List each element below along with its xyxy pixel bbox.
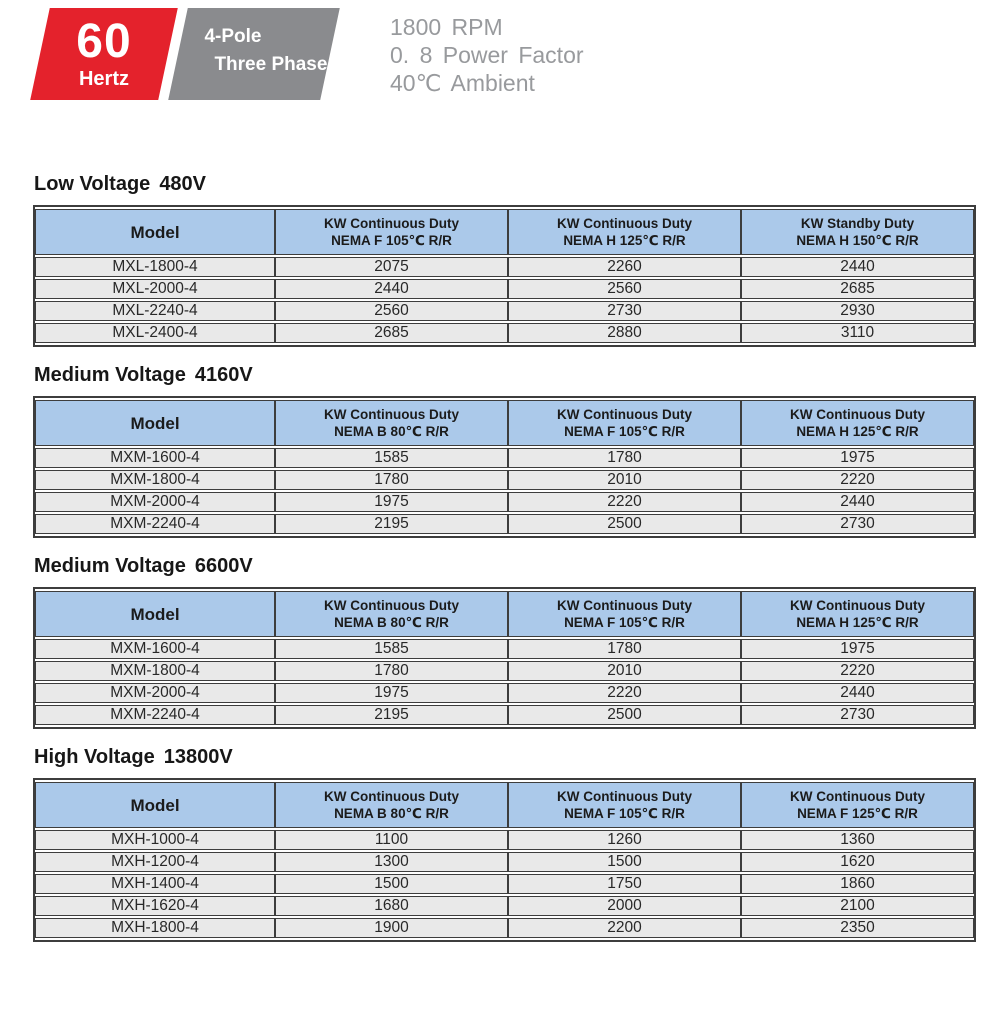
- column-header: [275, 591, 508, 637]
- column-header-line2: NEMA F 105℃ R/R: [564, 615, 685, 630]
- table-row: [35, 705, 974, 725]
- column-header-line1: KW Continuous Duty: [790, 598, 925, 613]
- value-cell: 1585: [275, 639, 508, 659]
- table-row: [35, 514, 974, 534]
- header-banner: [0, 0, 1005, 108]
- value-cell: 1780: [508, 639, 741, 659]
- value-cell: 1860: [741, 874, 974, 894]
- value-cell: 2010: [508, 661, 741, 681]
- value-cell: 1680: [275, 896, 508, 916]
- value-cell: 2000: [508, 896, 741, 916]
- value-cell: 1500: [508, 852, 741, 872]
- spec-rpm: 1800 RPM: [390, 14, 503, 40]
- model-cell: MXL-2000-4: [35, 279, 275, 299]
- column-header-line1: KW Continuous Duty: [557, 598, 692, 613]
- pole-phase-badge-content: [180, 8, 332, 77]
- value-cell: 1500: [275, 874, 508, 894]
- column-header: [741, 209, 974, 255]
- value-cell: 2200: [508, 918, 741, 938]
- column-header-line2: NEMA H 125℃ R/R: [796, 615, 919, 630]
- value-cell: 1620: [741, 852, 974, 872]
- column-header-line2: NEMA F 125℃ R/R: [797, 806, 918, 821]
- section-title: [34, 363, 978, 387]
- frequency-badge: [30, 8, 178, 100]
- model-cell: MXM-1600-4: [35, 639, 275, 659]
- column-header-line1: KW Continuous Duty: [324, 789, 459, 804]
- spec-power-factor: 0. 8 Power Factor: [390, 42, 584, 68]
- value-cell: 1585: [275, 448, 508, 468]
- section-title-voltage: 4160V: [194, 364, 253, 386]
- value-cell: 1750: [508, 874, 741, 894]
- value-cell: 2560: [508, 279, 741, 299]
- voltage-section: [33, 745, 978, 942]
- column-header-line1: KW Continuous Duty: [557, 407, 692, 422]
- model-cell: MXH-1400-4: [35, 874, 275, 894]
- column-header: [508, 782, 741, 828]
- value-cell: 2440: [741, 257, 974, 277]
- column-header-model: Model: [35, 782, 275, 828]
- column-header-line2: NEMA F 105℃ R/R: [331, 233, 452, 248]
- value-cell: 2730: [508, 301, 741, 321]
- spec-lines: [390, 13, 584, 97]
- model-cell: MXM-2000-4: [35, 492, 275, 512]
- header-row: [35, 209, 974, 255]
- value-cell: 2440: [275, 279, 508, 299]
- value-cell: 1975: [275, 683, 508, 703]
- column-header-line1: KW Continuous Duty: [324, 216, 459, 231]
- section-title: [34, 554, 978, 578]
- value-cell: 2010: [508, 470, 741, 490]
- column-header-line2: NEMA F 105℃ R/R: [564, 424, 685, 439]
- value-cell: 1100: [275, 830, 508, 850]
- column-header: [741, 400, 974, 446]
- section-title: [34, 745, 978, 769]
- column-header: [275, 400, 508, 446]
- column-header: [275, 782, 508, 828]
- value-cell: 2195: [275, 705, 508, 725]
- header-row: [35, 591, 974, 637]
- table-row: [35, 896, 974, 916]
- frequency-value: 60: [76, 14, 132, 68]
- table-row: [35, 323, 974, 343]
- value-cell: 2075: [275, 257, 508, 277]
- pole-label: 4-Pole: [204, 26, 262, 47]
- value-cell: 1260: [508, 830, 741, 850]
- table-row: [35, 448, 974, 468]
- column-header-line2: NEMA H 125℃ R/R: [796, 424, 919, 439]
- table-row: [35, 683, 974, 703]
- column-header: [508, 209, 741, 255]
- column-header-line2: NEMA H 125℃ R/R: [563, 233, 686, 248]
- column-header-line1: KW Continuous Duty: [790, 407, 925, 422]
- value-cell: 2500: [508, 514, 741, 534]
- table-row: [35, 301, 974, 321]
- model-cell: MXH-1000-4: [35, 830, 275, 850]
- table-row: [35, 874, 974, 894]
- phase-label: Three Phase: [214, 54, 328, 75]
- frequency-unit: Hertz: [78, 67, 129, 90]
- column-header: [508, 400, 741, 446]
- value-cell: 1300: [275, 852, 508, 872]
- value-cell: 2880: [508, 323, 741, 343]
- section-title-label: Low Voltage: [34, 173, 151, 195]
- column-header-line2: NEMA H 150℃ R/R: [796, 233, 919, 248]
- voltage-section: [33, 363, 978, 538]
- column-header: [741, 782, 974, 828]
- value-cell: 1780: [508, 448, 741, 468]
- column-header-line1: KW Standby Duty: [800, 216, 915, 231]
- column-header-line2: NEMA B 80℃ R/R: [334, 806, 449, 821]
- value-cell: 2220: [741, 661, 974, 681]
- model-cell: MXM-2240-4: [35, 705, 275, 725]
- column-header-model: Model: [35, 400, 275, 446]
- value-cell: 2685: [741, 279, 974, 299]
- table-row: [35, 257, 974, 277]
- value-cell: 2350: [741, 918, 974, 938]
- value-cell: 2500: [508, 705, 741, 725]
- column-header-line2: NEMA F 105℃ R/R: [564, 806, 685, 821]
- column-header-line1: KW Continuous Duty: [557, 216, 692, 231]
- table-row: [35, 639, 974, 659]
- value-cell: 2930: [741, 301, 974, 321]
- value-cell: 3110: [741, 323, 974, 343]
- column-header: [741, 591, 974, 637]
- section-title-label: High Voltage: [34, 746, 155, 768]
- value-cell: 2560: [275, 301, 508, 321]
- model-cell: MXL-1800-4: [35, 257, 275, 277]
- value-cell: 2440: [741, 683, 974, 703]
- model-cell: MXH-1800-4: [35, 918, 275, 938]
- table-row: [35, 279, 974, 299]
- model-cell: MXM-2000-4: [35, 683, 275, 703]
- model-cell: MXL-2400-4: [35, 323, 275, 343]
- table-row: [35, 492, 974, 512]
- column-header-line1: KW Continuous Duty: [557, 789, 692, 804]
- column-header: [508, 591, 741, 637]
- voltage-sections: [33, 172, 978, 942]
- table-row: [35, 918, 974, 938]
- rating-table: [33, 396, 976, 538]
- table-row: [35, 661, 974, 681]
- column-header-line2: NEMA B 80℃ R/R: [334, 615, 449, 630]
- value-cell: 1975: [741, 639, 974, 659]
- model-cell: MXM-1600-4: [35, 448, 275, 468]
- column-header-model: Model: [35, 591, 275, 637]
- table-row: [35, 830, 974, 850]
- value-cell: 1360: [741, 830, 974, 850]
- model-cell: MXM-1800-4: [35, 661, 275, 681]
- value-cell: 2260: [508, 257, 741, 277]
- section-title-voltage: 13800V: [163, 746, 233, 768]
- header-row: [35, 400, 974, 446]
- rating-table: [33, 205, 976, 347]
- value-cell: 1900: [275, 918, 508, 938]
- section-title-voltage: 6600V: [194, 555, 253, 577]
- value-cell: 1975: [275, 492, 508, 512]
- column-header-model: Model: [35, 209, 275, 255]
- column-header: [275, 209, 508, 255]
- model-cell: MXH-1200-4: [35, 852, 275, 872]
- header-row: [35, 782, 974, 828]
- value-cell: 2195: [275, 514, 508, 534]
- value-cell: 1780: [275, 661, 508, 681]
- column-header-line1: KW Continuous Duty: [790, 789, 925, 804]
- column-header-line1: KW Continuous Duty: [324, 598, 459, 613]
- value-cell: 2440: [741, 492, 974, 512]
- value-cell: 2685: [275, 323, 508, 343]
- voltage-section: [33, 554, 978, 729]
- section-title-label: Medium Voltage: [34, 555, 186, 577]
- section-title-voltage: 480V: [159, 173, 207, 195]
- value-cell: 2220: [508, 492, 741, 512]
- spec-ambient: 40℃ Ambient: [390, 70, 535, 96]
- value-cell: 1975: [741, 448, 974, 468]
- value-cell: 1780: [275, 470, 508, 490]
- rating-table: [33, 778, 976, 942]
- pole-phase-badge: [168, 8, 340, 100]
- value-cell: 2730: [741, 514, 974, 534]
- voltage-section: [33, 172, 978, 347]
- model-cell: MXH-1620-4: [35, 896, 275, 916]
- model-cell: MXM-2240-4: [35, 514, 275, 534]
- value-cell: 2220: [741, 470, 974, 490]
- column-header-line1: KW Continuous Duty: [324, 407, 459, 422]
- section-title: [34, 172, 978, 196]
- frequency-badge-content: [40, 8, 168, 100]
- rating-table: [33, 587, 976, 729]
- table-row: [35, 852, 974, 872]
- value-cell: 2220: [508, 683, 741, 703]
- model-cell: MXM-1800-4: [35, 470, 275, 490]
- table-row: [35, 470, 974, 490]
- value-cell: 2730: [741, 705, 974, 725]
- column-header-line2: NEMA B 80℃ R/R: [334, 424, 449, 439]
- section-title-label: Medium Voltage: [34, 364, 186, 386]
- value-cell: 2100: [741, 896, 974, 916]
- model-cell: MXL-2240-4: [35, 301, 275, 321]
